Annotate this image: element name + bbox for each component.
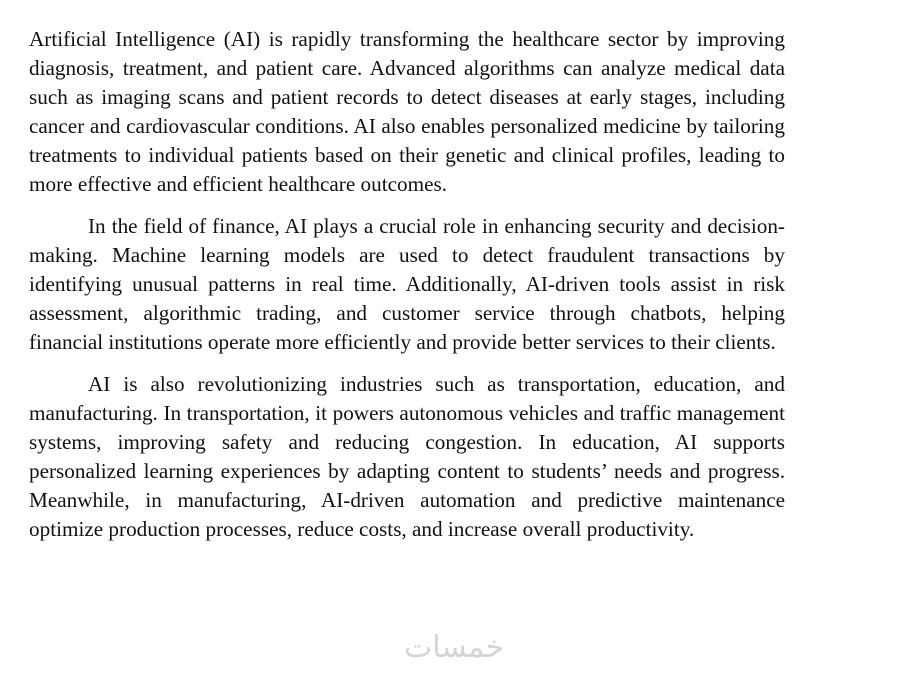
watermark-logo: خمسات [403,630,505,665]
document-body [29,25,785,557]
paragraph-finance: In the field of finance, AI plays a crucial role in enhancing security and decision-making. Machine learning models are used to detect fraudulent transactions by identifying unusual patterns in real time. Additionally, AI-driven tools assist in risk assessment, algorithmic trading, and customer service through chatbots, helping financial institutions operate more efficiently and provide better services to their clients. [29,214,785,354]
paragraph-industries: AI is also revolutionizing industries such as transportation, education, and manufacturing. In transportation, it powers autonomous vehicles and traffic management systems, improving safety and reducing congestion. In education, AI supports personalized learning experiences by adapting content to students’ needs and progress. Meanwhile, in manufacturing, AI-driven automation and predictive maintenance optimize production processes, reduce costs, and increase overall productivity. [29,372,785,541]
paragraph-healthcare: Artificial Intelligence (AI) is rapidly transforming the healthcare sector by improving diagnosis, treatment, and patient care. Advanced algorithms can analyze medical data such as imaging scans and patient records to detect diseases at early stages, including cancer and cardiovascular conditions. AI also enables personalized medicine by tailoring treatments to individual patients based on their genetic and clinical profiles, leading to more effective and efficient healthcare outcomes. [29,27,785,196]
